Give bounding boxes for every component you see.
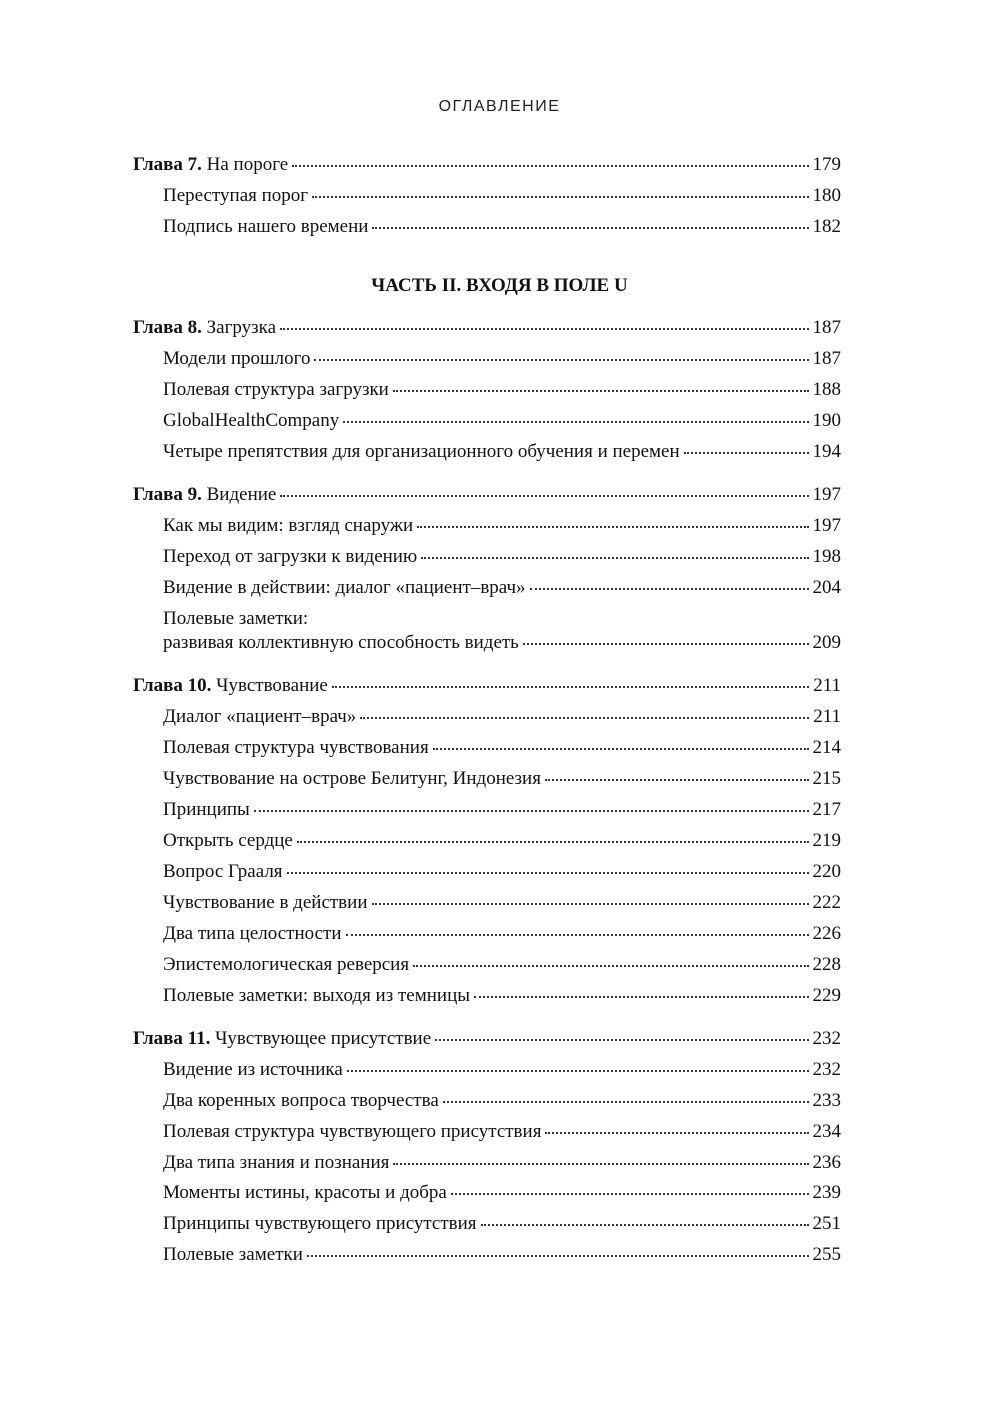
dot-leader [360, 715, 809, 719]
dot-leader [287, 870, 809, 874]
toc-section[interactable] [163, 705, 841, 729]
page-number: 228 [812, 954, 841, 975]
section-title: Полевая структура чувствующего присутствия [163, 1121, 542, 1142]
chapter-label: Глава 8. [133, 317, 202, 338]
toc-section[interactable] [163, 514, 841, 538]
chapter-title: Чувствование [216, 675, 328, 696]
page-number: 234 [812, 1121, 841, 1142]
toc-section[interactable] [163, 631, 841, 655]
page-number: 211 [813, 675, 841, 696]
page-number: 180 [812, 185, 841, 206]
section-title-line1: Полевые заметки: [163, 608, 309, 629]
dot-leader [314, 357, 808, 361]
dot-leader [372, 225, 808, 229]
section-title: Полевые заметки: выходя из темницы [163, 985, 471, 1006]
dot-leader [443, 1099, 809, 1103]
toc-section[interactable] [163, 1181, 841, 1205]
toc-chapter-9[interactable] [133, 483, 841, 507]
toc-section[interactable] [163, 576, 841, 600]
section-title: GlobalHealthCompany [163, 410, 340, 431]
dot-leader [280, 326, 808, 330]
page-number: 194 [812, 441, 841, 462]
dot-leader [254, 808, 809, 812]
page-number: 239 [812, 1182, 841, 1203]
section-title: Подпись нашего времени [163, 216, 369, 237]
page-number: 233 [812, 1090, 841, 1111]
page-number: 232 [812, 1028, 841, 1049]
toc-section[interactable] [163, 860, 841, 884]
section-title: Эпистемологическая реверсия [163, 954, 410, 975]
page-number: 229 [812, 985, 841, 1006]
page-number: 209 [812, 632, 841, 653]
page-number: 255 [812, 1244, 841, 1265]
page-number: 204 [812, 577, 841, 598]
toc-chapter-11[interactable] [133, 1027, 841, 1051]
dot-leader [292, 163, 808, 167]
toc-section[interactable] [163, 736, 841, 760]
page-number: 198 [812, 546, 841, 567]
page-number: 215 [812, 768, 841, 789]
section-title: Чувствование в действии [163, 892, 368, 913]
toc-section[interactable] [163, 440, 841, 464]
dot-leader [523, 641, 809, 645]
dot-leader [433, 746, 809, 750]
section-title: Два коренных вопроса творчества [163, 1090, 439, 1111]
page-number: 220 [812, 861, 841, 882]
dot-leader [481, 1222, 809, 1226]
toc-section[interactable] [163, 215, 841, 239]
section-title: Принципы [163, 799, 250, 820]
toc-section[interactable] [163, 1243, 841, 1267]
section-title: Два типа целостности [163, 923, 342, 944]
toc-chapter-10[interactable] [133, 674, 841, 698]
section-title: Полевая структура чувствования [163, 737, 429, 758]
toc-chapter-7[interactable] [133, 153, 841, 177]
page-number: 217 [812, 799, 841, 820]
dot-leader [280, 493, 808, 497]
section-title: Как мы видим: взгляд снаружи [163, 515, 414, 536]
chapter-title: На пороге [206, 154, 289, 175]
section-title: Переступая порог [163, 185, 309, 206]
toc-section[interactable] [163, 1151, 841, 1175]
page-number: 226 [812, 923, 841, 944]
toc-section[interactable] [163, 409, 841, 433]
section-title: Чувствование на острове Белитунг, Индонезия [163, 768, 541, 789]
toc-section[interactable] [163, 767, 841, 791]
dot-leader [393, 1161, 808, 1165]
toc-section[interactable] [163, 798, 841, 822]
section-title: Диалог «пациент–врач» [163, 706, 357, 727]
page-number: 219 [812, 830, 841, 851]
toc-section[interactable] [163, 922, 841, 946]
toc-section[interactable] [163, 891, 841, 915]
dot-leader [417, 524, 808, 528]
section-title: Вопрос Грааля [163, 861, 283, 882]
page-number: 251 [812, 1213, 841, 1234]
section-title: Полевая структура загрузки [163, 379, 389, 400]
toc-section[interactable] [163, 1089, 841, 1113]
part-heading: ЧАСТЬ II. ВХОДЯ В ПОЛЕ U [371, 275, 628, 296]
page-number: 214 [812, 737, 841, 758]
running-header: ОГЛАВЛЕНИЕ [438, 98, 561, 115]
page-number: 211 [813, 706, 841, 727]
dot-leader [435, 1037, 808, 1041]
page-number: 188 [812, 379, 841, 400]
dot-leader [343, 419, 808, 423]
dot-leader [297, 839, 809, 843]
toc-section[interactable] [163, 1212, 841, 1236]
chapter-label: Глава 10. [133, 675, 212, 696]
page-number: 232 [812, 1059, 841, 1080]
chapter-title: Чувствующее присутствие [215, 1028, 432, 1049]
section-title: Открыть сердце [163, 830, 293, 851]
toc-section[interactable] [163, 184, 841, 208]
page-number: 187 [812, 317, 841, 338]
chapter-label: Глава 7. [133, 154, 202, 175]
section-title: Полевые заметки [163, 1244, 303, 1265]
section-title: Четыре препятствия для организационного обучения и перемен [163, 441, 680, 462]
dot-leader [346, 932, 809, 936]
dot-leader [421, 555, 808, 559]
page-number: 197 [812, 515, 841, 536]
section-title: Моменты истины, красоты и добра [163, 1182, 447, 1203]
dot-leader [545, 777, 809, 781]
page-number: 179 [812, 154, 841, 175]
page-number: 187 [812, 348, 841, 369]
toc-chapter-8[interactable] [133, 316, 841, 340]
dot-leader [347, 1068, 809, 1072]
page-number: 197 [812, 484, 841, 505]
section-title: Принципы чувствующего присутствия [163, 1213, 477, 1234]
chapter-label: Глава 9. [133, 484, 202, 505]
dot-leader [413, 963, 808, 967]
dot-leader [474, 994, 808, 998]
section-title: развивая коллективную способность видеть [163, 632, 519, 653]
section-title: Два типа знания и познания [163, 1152, 390, 1173]
dot-leader [451, 1191, 809, 1195]
toc-section[interactable] [163, 984, 841, 1008]
section-title: Видение в действии: диалог «пациент–врач» [163, 577, 526, 598]
toc-section[interactable] [163, 378, 841, 402]
toc-section[interactable] [163, 1058, 841, 1082]
page-number: 222 [812, 892, 841, 913]
dot-leader [372, 901, 809, 905]
chapter-label: Глава 11. [133, 1028, 211, 1049]
chapter-title: Видение [206, 484, 277, 505]
section-title: Переход от загрузки к видению [163, 546, 418, 567]
page-number: 190 [812, 410, 841, 431]
dot-leader [530, 586, 809, 590]
toc-section[interactable] [163, 545, 841, 569]
page-number: 182 [812, 216, 841, 237]
toc-section[interactable] [163, 347, 841, 371]
dot-leader [307, 1253, 809, 1257]
dot-leader [684, 450, 809, 454]
toc-section[interactable] [163, 1120, 841, 1144]
dot-leader [332, 684, 809, 688]
dot-leader [545, 1130, 808, 1134]
dot-leader [393, 388, 809, 392]
toc-section[interactable] [163, 829, 841, 853]
section-title: Видение из источника [163, 1059, 343, 1080]
page-number: 236 [812, 1152, 841, 1173]
chapter-title: Загрузка [206, 317, 277, 338]
toc-section[interactable] [163, 953, 841, 977]
dot-leader [312, 194, 808, 198]
section-title: Модели прошлого [163, 348, 311, 369]
